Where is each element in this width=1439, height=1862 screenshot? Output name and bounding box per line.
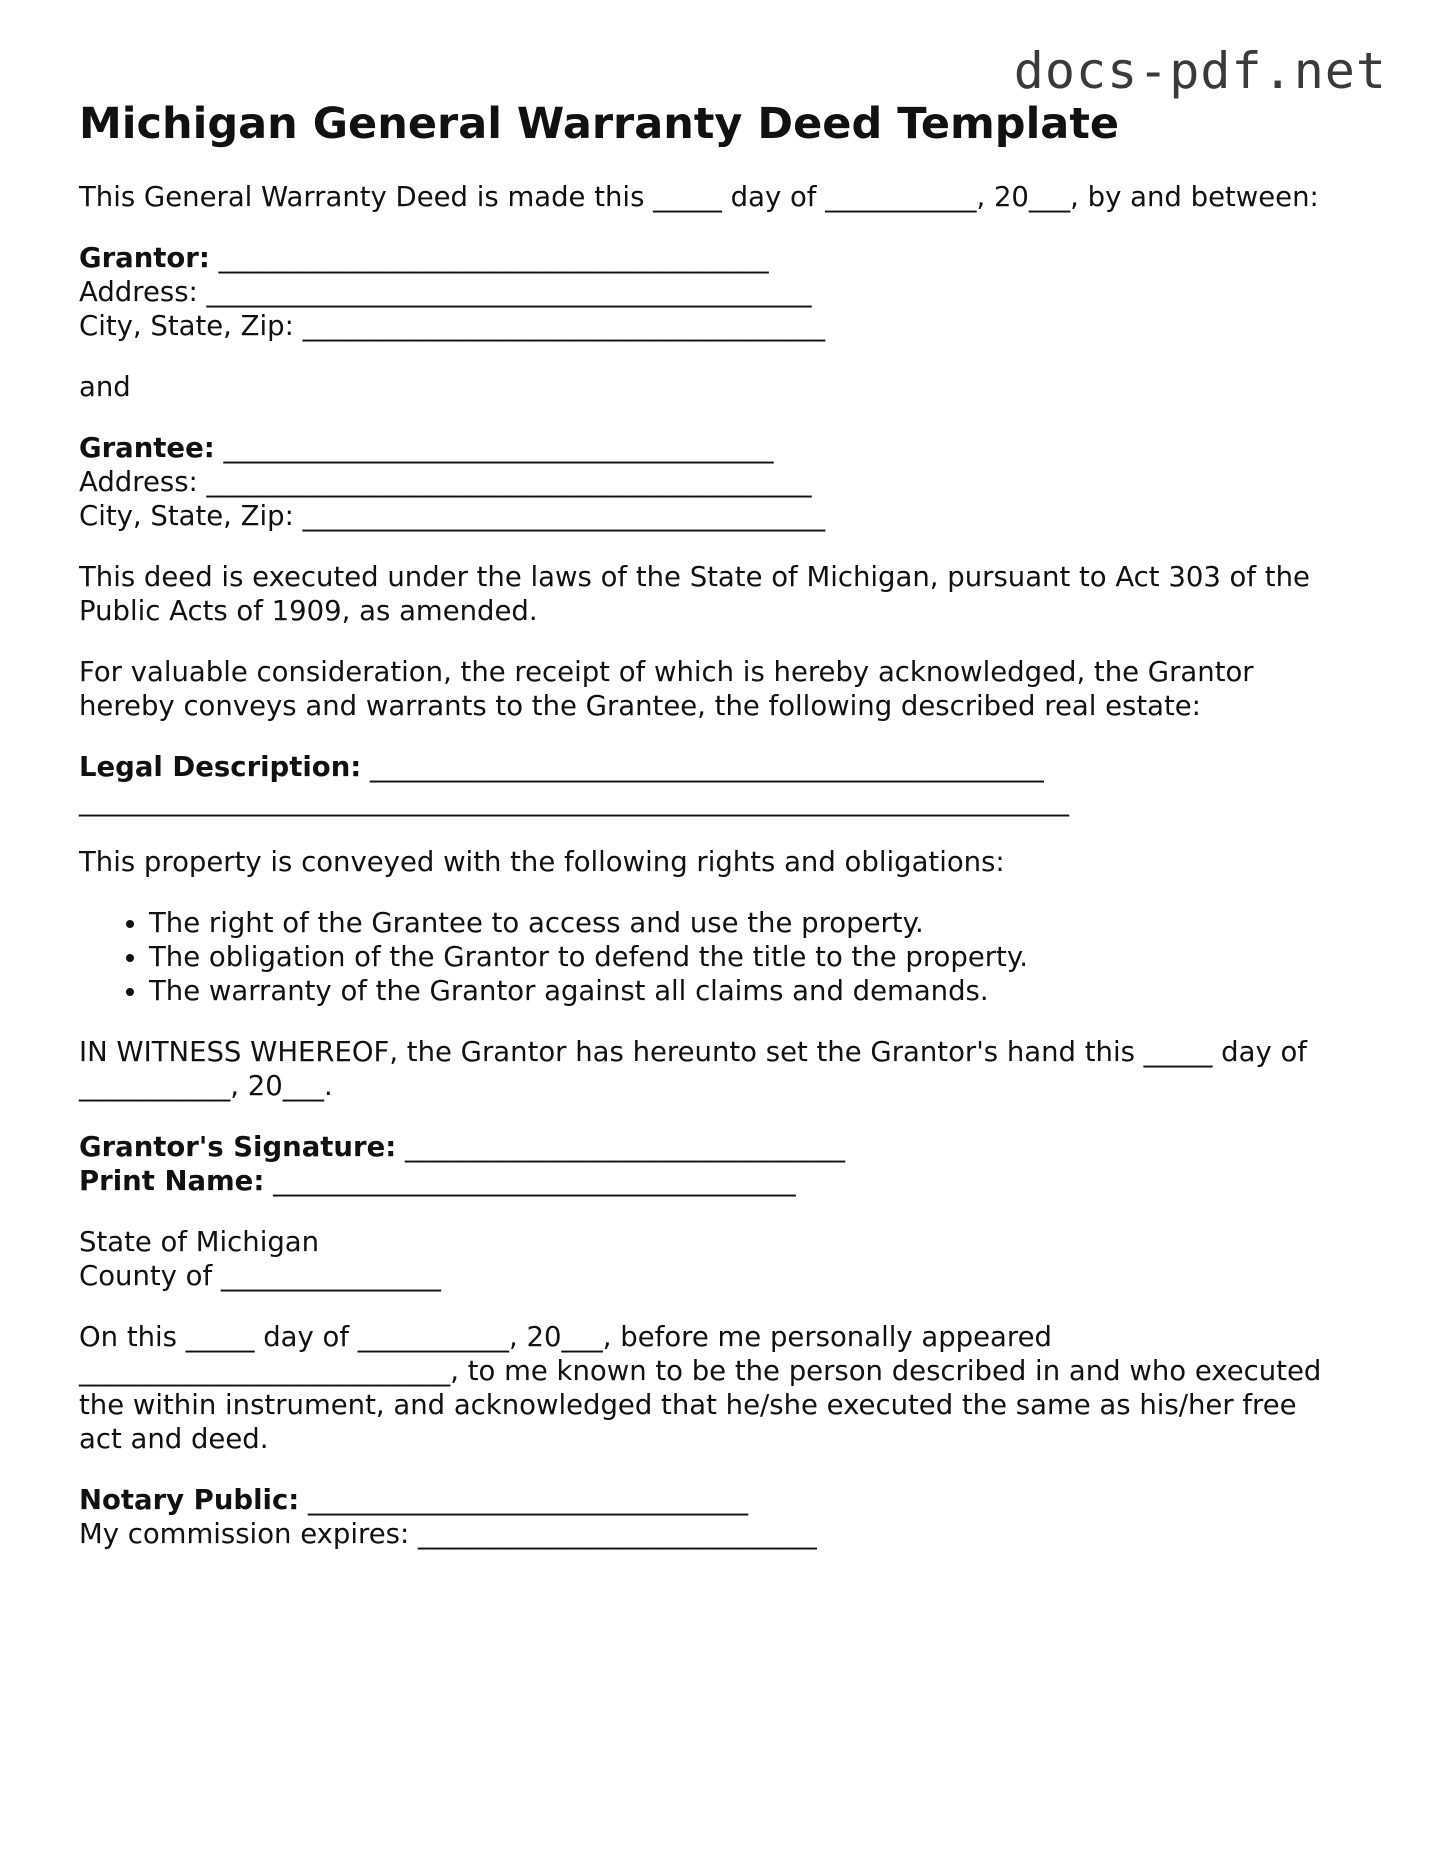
intro-paragraph: This General Warranty Deed is made this _____ day of ___________, 20___, by and between:	[79, 181, 1319, 213]
grantee-name-line[interactable]	[79, 431, 1369, 465]
grantor-address-field[interactable]: Address: ____________________________________________	[79, 276, 812, 308]
law-line: Public Acts of 1909, as amended.	[79, 595, 538, 627]
list-item: • The warranty of the Grantor against all claims and demands.	[149, 974, 1369, 1008]
signature-line[interactable]	[79, 1130, 1369, 1164]
witness-paragraph	[79, 1035, 1369, 1103]
legal-description-blank-2[interactable]: ________________________________________________________________________	[79, 785, 1069, 817]
county-field[interactable]: County of ________________	[79, 1260, 441, 1292]
signature-blank[interactable]: ________________________________	[396, 1131, 845, 1163]
acknowledgment-line: act and deed.	[79, 1423, 269, 1455]
acknowledgment-line[interactable]: On this _____ day of ___________, 20___, before me personally appeared	[79, 1321, 1052, 1353]
acknowledgment-line[interactable]: ___________________________, to me known to be the person described in and who executed	[79, 1355, 1322, 1387]
law-line: This deed is executed under the laws of the State of Michigan, pursuant to Act 303 of the	[79, 561, 1310, 593]
rights-intro: This property is conveyed with the following rights and obligations:	[79, 846, 1005, 878]
notary-label: Notary Public:	[79, 1484, 300, 1516]
print-name-blank[interactable]: ______________________________________	[264, 1165, 796, 1197]
list-item: • The right of the Grantee to access and use the property.	[149, 906, 1369, 940]
list-item: • The obligation of the Grantor to defend the title to the property.	[149, 940, 1369, 974]
legal-description-line[interactable]	[79, 750, 1369, 784]
signature-block	[79, 1130, 1369, 1198]
document-title: Michigan General Warranty Deed Template	[79, 99, 1120, 149]
grantee-address-field[interactable]: Address: ____________________________________________	[79, 466, 812, 498]
acknowledgment-line: the within instrument, and acknowledged that he/she executed the same as his/her free	[79, 1389, 1297, 1421]
law-paragraph	[79, 560, 1369, 628]
notary-line[interactable]	[79, 1483, 1369, 1517]
print-name-line[interactable]	[79, 1164, 1369, 1198]
grantor-label: Grantor:	[79, 242, 210, 274]
legal-description-label: Legal Description:	[79, 751, 362, 783]
and-text: and	[79, 371, 131, 403]
acknowledgment-paragraph	[79, 1320, 1369, 1456]
watermark: docs-pdf.net	[1013, 42, 1387, 100]
legal-description-block	[79, 750, 1369, 818]
consideration-line: For valuable consideration, the receipt of which is hereby acknowledged, the Grantor	[79, 656, 1254, 688]
rights-list	[79, 906, 1369, 1008]
consideration-paragraph	[79, 655, 1369, 723]
document-body	[79, 180, 1369, 1578]
legal-description-blank[interactable]: _________________________________________________	[361, 751, 1044, 783]
grantor-name-blank[interactable]: ________________________________________	[209, 242, 769, 274]
print-name-label: Print Name:	[79, 1165, 265, 1197]
notary-blank[interactable]: ________________________________	[299, 1484, 748, 1516]
grantee-block	[79, 431, 1369, 533]
grantor-city-field[interactable]: City, State, Zip: ______________________________________	[79, 310, 826, 342]
grantee-city-field[interactable]: City, State, Zip: ______________________________________	[79, 500, 826, 532]
grantee-label: Grantee:	[79, 432, 215, 464]
witness-line[interactable]: IN WITNESS WHEREOF, the Grantor has hereunto set the Grantor's hand this _____ day of	[79, 1036, 1307, 1068]
witness-line[interactable]: ___________, 20___.	[79, 1070, 333, 1102]
signature-label: Grantor's Signature:	[79, 1131, 397, 1163]
grantee-name-blank[interactable]: ________________________________________	[214, 432, 774, 464]
state-text: State of Michigan	[79, 1226, 320, 1258]
venue-block	[79, 1225, 1369, 1293]
consideration-line: hereby conveys and warrants to the Grantee, the following described real estate:	[79, 690, 1201, 722]
notary-block	[79, 1483, 1369, 1551]
grantor-name-line[interactable]	[79, 241, 1369, 275]
commission-expires-field[interactable]: My commission expires: _____________________________	[79, 1518, 817, 1550]
grantor-block	[79, 241, 1369, 343]
